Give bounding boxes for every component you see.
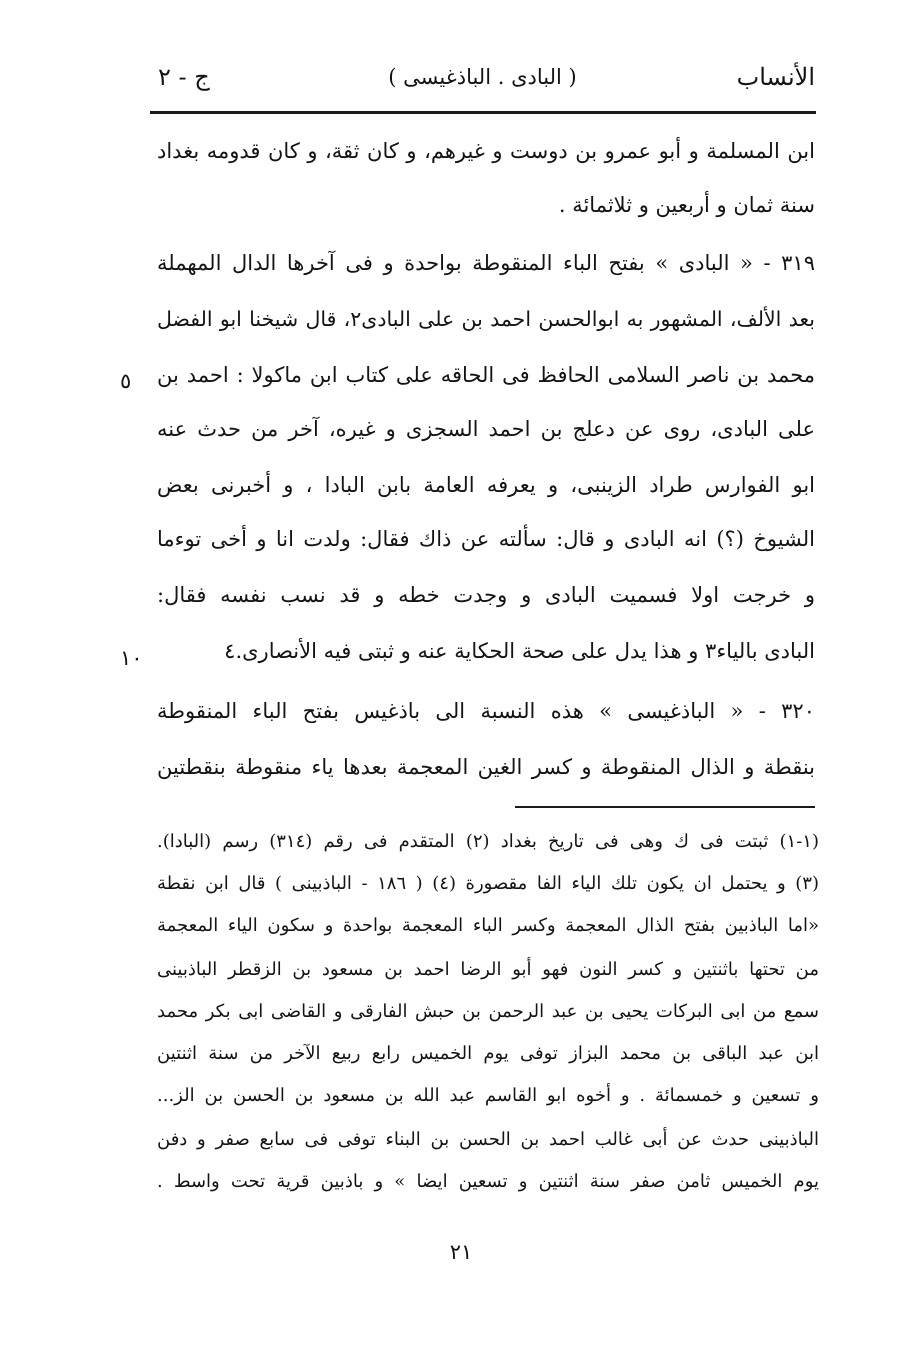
header-volume: ج - ٢ (158, 63, 210, 91)
page-number: ٢١ (449, 1240, 473, 1264)
body-line-1: ابن المسلمة و أبو عمرو بن دوست و غيرهم، و كان ثقة، و كان قدومه بغداد (157, 139, 815, 163)
entry-320-line-1: ٣٢٠ - « الباذغيسى » هذه النسبة الى باذغيس بفتح الباء المنقوطة (157, 699, 815, 723)
footnote-line-2: (٣) و يحتمل ان يكون تلك الياء الفا مقصورة (٤) ( ١٨٦ - الباذبينى ) قال ابن نقطة (157, 873, 819, 894)
footnote-line-8: الباذبينى حدث عن أبى غالب احمد بن الحسن بن البناء توفى فى سابع صفر و دفن (157, 1129, 819, 1150)
margin-line-number-5: ٥ (120, 369, 132, 393)
footnote-rule (515, 806, 815, 808)
body-line-2: سنة ثمان و أربعين و ثلاثمائة . (558, 193, 815, 217)
body-line-9: و خرجت اولا فسميت البادى و وجدت خطه و قد نسب نفسه فقال: (157, 583, 815, 607)
footnote-line-7: و تسعين و خمسمائة . و أخوه ابو القاسم عبد الله بن مسعود بن الحسن بن الز... (157, 1085, 819, 1106)
header-book-title: الأنساب (736, 63, 815, 91)
body-line-12: بنقطة و الذال المنقوطة و كسر الغين المعجمة بعدها ياء منقوطة بنقطتين (157, 755, 815, 779)
running-header (150, 58, 815, 98)
margin-line-number-10: ١٠ (120, 646, 143, 670)
footnote-line-9: يوم الخميس ثامن صفر سنة اثنتين و تسعين ايضا » و باذبين قرية تحت واسط . (157, 1171, 819, 1192)
footnote-line-6: ابن عبد الباقى بن محمد البزاز توفى يوم الخميس رابع ربيع الآخر من سنة اثنتين (157, 1043, 819, 1064)
body-line-7: ابو الفوارس طراد الزينبى، و يعرفه العامة بابن البادا ، و أخبرنى بعض (157, 473, 815, 497)
footnote-line-5: سمع من ابى البركات يحيى بن عبد الرحمن بن حبش الفارقى و القاضى ابى بكر محمد (157, 1001, 819, 1022)
footnote-line-1: (١-١) ثبتت فى ك وهى فى تاريخ بغداد (٢) المتقدم فى رقم (٣١٤) رسم (البادا). (157, 831, 819, 852)
body-line-5: محمد بن ناصر السلامى الحافظ فى الحاقه على كتاب ابن ماكولا : احمد بن (157, 363, 815, 387)
body-line-10: البادى بالياء٣ و هذا يدل على صحة الحكاية عنه و ثبتى فيه الأنصارى.٤ (224, 639, 815, 663)
header-rule (150, 111, 816, 114)
body-line-4: بعد الألف، المشهور به ابوالحسن احمد بن على البادى٢، قال شيخنا ابو الفضل (157, 307, 815, 331)
body-line-6: على البادى، روى عن دعلج بن احمد السجزى و غيره، آخر من حدث عنه (157, 417, 815, 441)
footnote-line-3: «اما الباذبين بفتح الذال المعجمة وكسر الباء المعجمة بواحدة و سكون الياء المعجمة (157, 915, 819, 936)
entry-319-line-1: ٣١٩ - « البادى » بفتح الباء المنقوطة بواحدة و فى آخرها الدال المهملة (157, 251, 815, 275)
footnote-line-4: من تحتها باثنتين و كسر النون فهو أبو الرضا احمد بن مسعود بن الزقطر الباذبينى (157, 959, 819, 980)
body-line-8: الشيوخ (؟) انه البادى و قال: سألته عن ذاك فقال: ولدت انا و أخى توءما (157, 527, 815, 551)
header-entry-range: ( البادى . الباذغيسى ) (388, 65, 577, 89)
